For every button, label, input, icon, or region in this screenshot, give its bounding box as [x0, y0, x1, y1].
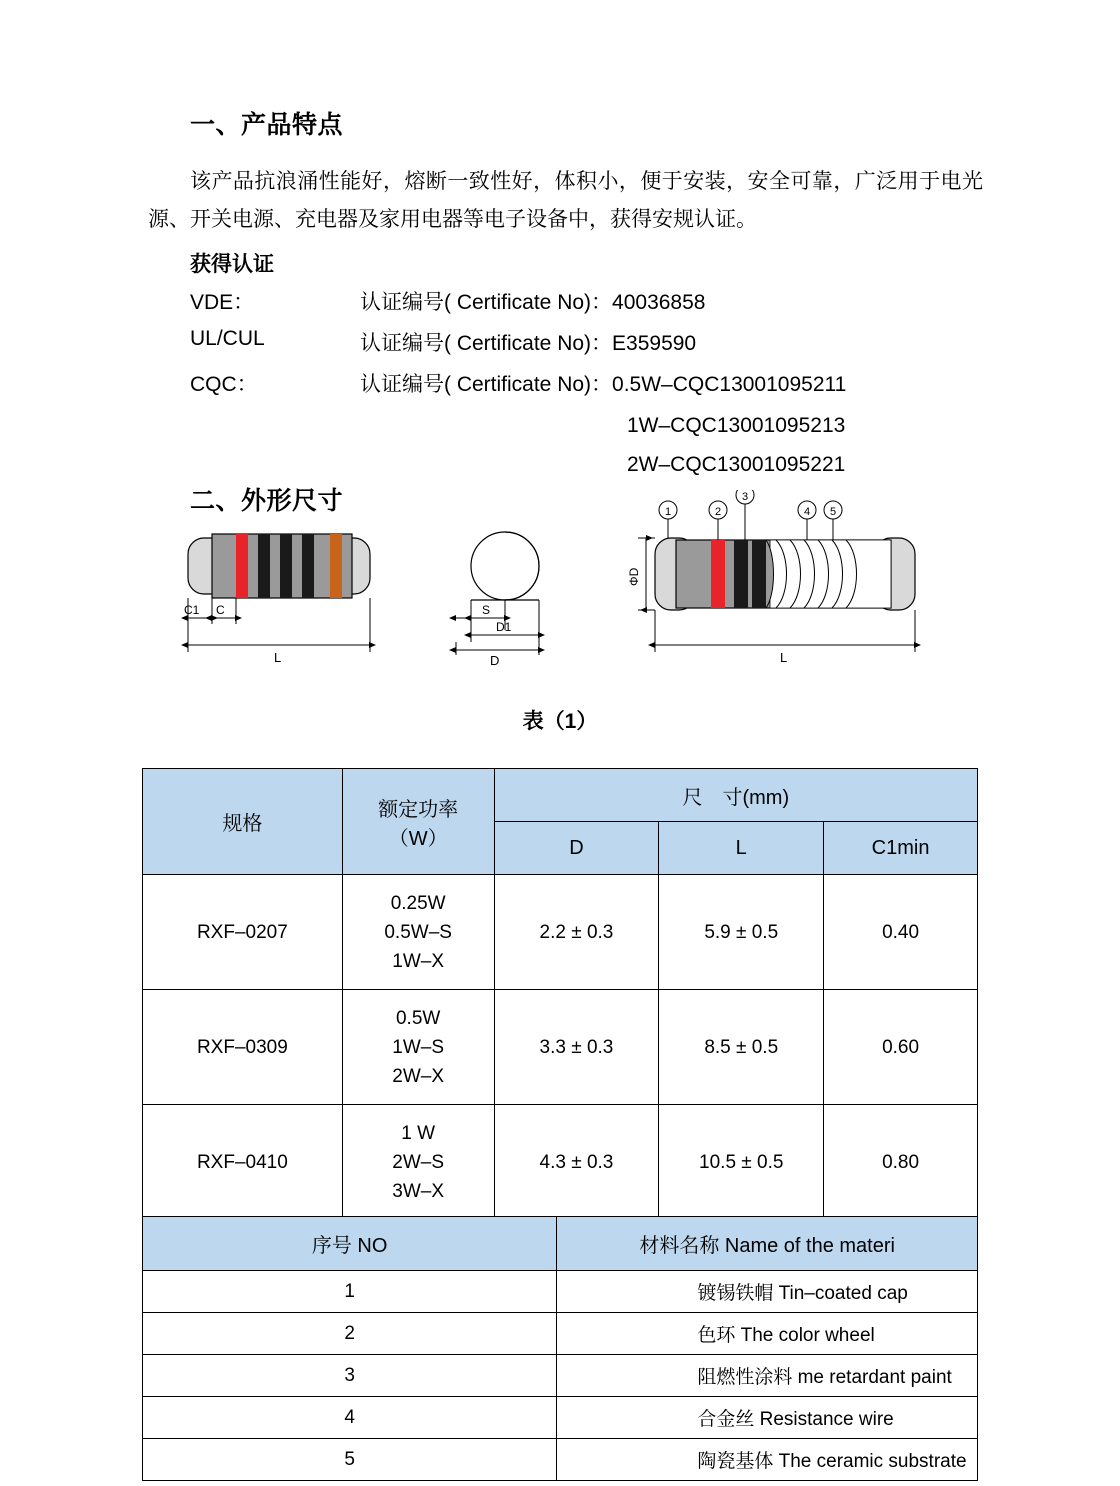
table-row	[143, 1105, 978, 1220]
certification-row	[190, 286, 846, 327]
spec-table-header-row-1	[143, 769, 978, 822]
certificate-no-label: 认证编号( Certificate No)：	[360, 373, 613, 396]
callout-5: 5	[829, 506, 837, 518]
dim-label-l2: L	[780, 650, 788, 665]
material-col-header-name: 材料名称 Name of the materi	[557, 1217, 978, 1271]
material-table-header-row	[143, 1217, 978, 1271]
spec-col-header-c1min: C1min	[824, 822, 978, 875]
dim-label-d1: D1	[496, 620, 512, 634]
spec-cell-power	[342, 875, 494, 990]
dim-label-c1: C1	[184, 603, 200, 617]
callout-4: 4	[803, 506, 811, 518]
material-table	[142, 1216, 978, 1481]
material-cell-name: 合金丝 Resistance wire	[557, 1397, 978, 1439]
certificate-no-label: 认证编号( Certificate No)：	[360, 291, 613, 314]
material-cell-name: 陶瓷基体 The ceramic substrate	[557, 1439, 978, 1481]
spec-col-header-l: L	[659, 822, 824, 875]
spec-col-header-power-line1: 额定功率	[378, 798, 459, 821]
table-row	[143, 1313, 978, 1355]
spec-cell-l: 8.5 ± 0.5	[659, 990, 824, 1105]
spec-cell-c1min: 0.80	[824, 1105, 978, 1220]
table-row	[143, 990, 978, 1105]
spec-power-line: 2W–X	[392, 1065, 445, 1087]
spec-cell-d: 2.2 ± 0.3	[494, 875, 659, 990]
table-caption: 表（1）	[522, 710, 598, 733]
material-cell-name: 镀锡铁帽 Tin–coated cap	[557, 1271, 978, 1313]
outline-dimension-drawings	[160, 490, 950, 705]
dim-label-l: L	[274, 650, 282, 665]
spec-cell-power	[342, 1105, 494, 1220]
certification-row	[190, 327, 846, 368]
dimensions-heading: 二、外形尺寸	[190, 487, 344, 515]
certification-org: CQC：	[190, 373, 258, 396]
callout-1: 1	[664, 506, 672, 518]
resistor-end-view	[456, 532, 539, 668]
material-cell-name: 阻燃性涂料 me retardant paint	[557, 1355, 978, 1397]
spec-col-header-dimensions: 尺 寸(mm)	[494, 769, 977, 822]
table-row	[143, 875, 978, 990]
intro-paragraph: 该产品抗浪涌性能好，熔断一致性好，体积小，便于安装，安全可靠，广泛用于电光源、开关电源、充电器及家用电器等电子设备中，获得安规认证。	[148, 170, 983, 231]
spec-power-line: 0.25W	[390, 892, 446, 914]
material-cell-no: 4	[143, 1397, 557, 1439]
spec-cell-power	[342, 990, 494, 1105]
certification-value	[360, 327, 846, 368]
spec-cell-spec: RXF–0309	[143, 990, 343, 1105]
spec-cell-l: 10.5 ± 0.5	[659, 1105, 824, 1220]
dim-label-phid: ΦD	[627, 567, 641, 586]
certification-extra-lines	[627, 406, 845, 484]
spec-col-header-d: D	[494, 822, 659, 875]
material-cell-no: 3	[143, 1355, 557, 1397]
spec-power-line: 1 W	[401, 1122, 436, 1144]
callout-3: 3	[741, 491, 749, 503]
spec-cell-d: 4.3 ± 0.3	[494, 1105, 659, 1220]
dim-label-d: D	[490, 653, 500, 668]
specification-table	[142, 768, 978, 1220]
certification-title: 获得认证	[190, 253, 274, 276]
table-row	[143, 1355, 978, 1397]
certificate-no-value: 40036858	[612, 291, 706, 314]
certification-value	[360, 368, 846, 409]
spec-power-line: 2W–S	[392, 1151, 445, 1173]
material-cell-no: 5	[143, 1439, 557, 1481]
material-cell-name: 色环 The color wheel	[557, 1313, 978, 1355]
features-heading: 一、产品特点	[190, 111, 344, 139]
certification-org: VDE：	[190, 291, 255, 314]
certificate-no-label: 认证编号( Certificate No)：	[360, 332, 613, 355]
material-col-header-no: 序号 NO	[143, 1217, 557, 1271]
spec-power-line: 1W–S	[392, 1036, 445, 1058]
spec-col-header-power-line2: （W）	[388, 827, 448, 850]
spec-cell-l: 5.9 ± 0.5	[659, 875, 824, 990]
table-row	[143, 1271, 978, 1313]
spec-cell-spec: RXF–0410	[143, 1105, 343, 1220]
spec-col-header-power	[342, 769, 494, 875]
table-row	[143, 1397, 978, 1439]
certificate-no-value: 0.5W–CQC13001095211	[612, 373, 847, 396]
certificate-extra-line: 2W–CQC13001095221	[627, 453, 846, 476]
dim-label-c: C	[216, 603, 225, 617]
certification-org: UL/CUL	[190, 327, 265, 350]
spec-cell-spec: RXF–0207	[143, 875, 343, 990]
certification-row	[190, 368, 846, 409]
spec-power-line: 0.5W–S	[384, 921, 452, 943]
resistor-side-view	[184, 534, 370, 665]
spec-power-line: 1W–X	[392, 950, 445, 972]
certification-list	[190, 286, 846, 409]
material-cell-no: 1	[143, 1271, 557, 1313]
spec-cell-c1min: 0.60	[824, 990, 978, 1105]
certificate-extra-line: 1W–CQC13001095213	[627, 414, 846, 437]
material-cell-no: 2	[143, 1313, 557, 1355]
spec-cell-c1min: 0.40	[824, 875, 978, 990]
certification-value	[360, 286, 846, 327]
certificate-no-value: E359590	[612, 332, 697, 355]
dim-label-s: S	[482, 603, 491, 617]
resistor-cutaway-view	[627, 490, 915, 665]
spec-cell-d: 3.3 ± 0.3	[494, 990, 659, 1105]
spec-power-line: 3W–X	[392, 1180, 445, 1202]
spec-col-header-spec: 规格	[143, 769, 343, 875]
spec-power-line: 0.5W	[395, 1007, 441, 1029]
table-row	[143, 1439, 978, 1481]
callout-2: 2	[714, 506, 722, 518]
